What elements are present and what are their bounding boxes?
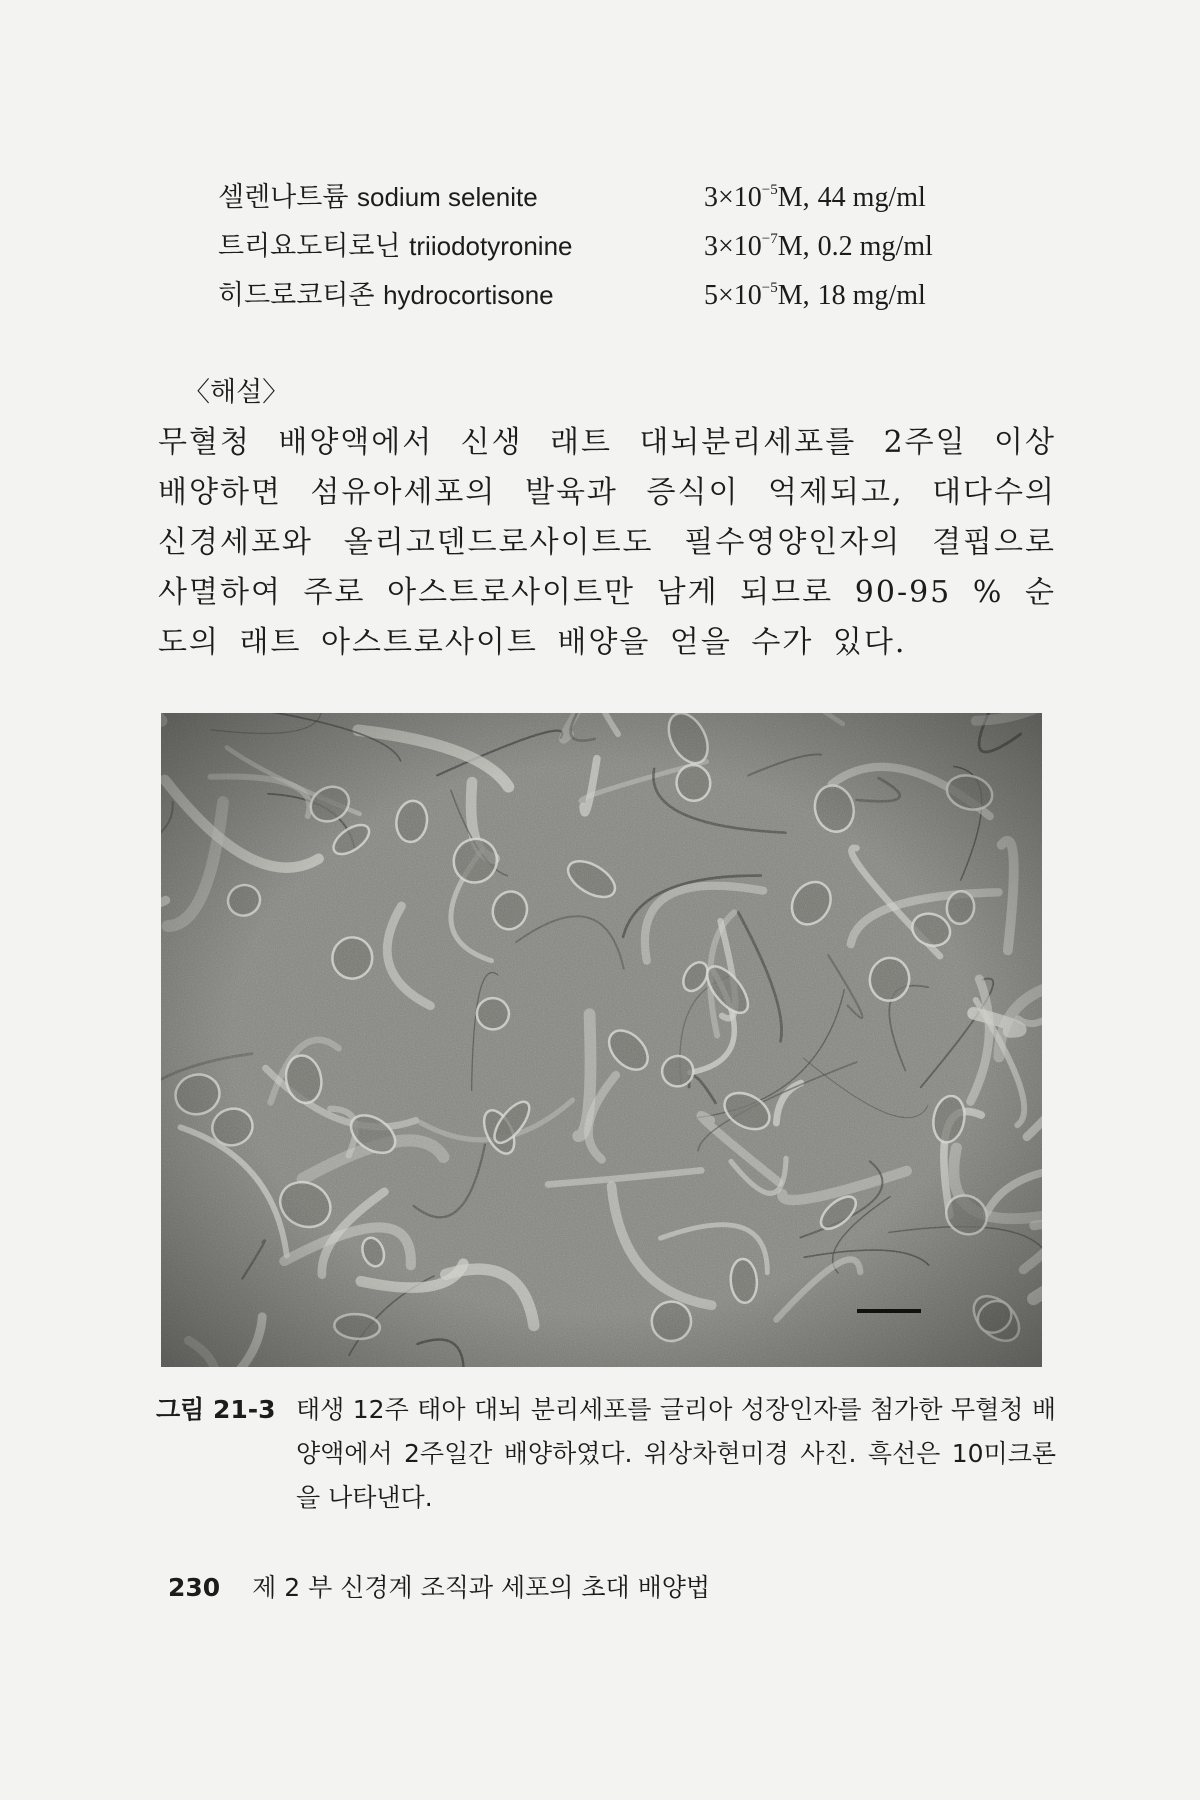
- reagent-row: [218, 173, 1008, 222]
- concentration-coefficient: 3×10: [704, 231, 762, 262]
- reagent-list: [218, 173, 1008, 320]
- micrograph-figure: [161, 713, 1042, 1367]
- concentration-unit: M,: [777, 182, 810, 213]
- concentration-exponent: −5: [761, 182, 778, 198]
- concentration-unit: M,: [777, 231, 810, 262]
- reagent-name-korean: 트리요도티로닌: [218, 231, 401, 262]
- figure-caption-text: 태생 12주 태아 대뇌 분리세포를 글리아 성장인자를 첨가한 무혈청 배양액에서 2주일간 배양하였다. 위상차현미경 사진. 흑선은 10미크론을 나타낸다.: [296, 1395, 1056, 1512]
- reagent-concentration: [704, 271, 1008, 320]
- vignette: [161, 713, 1042, 1367]
- running-title: 제 2 부 신경계 조직과 세포의 초대 배양법: [252, 1573, 711, 1602]
- concentration-exponent: −5: [761, 280, 778, 296]
- reagent-amount: 0.2 mg/ml: [817, 231, 933, 262]
- reagent-row: [218, 271, 1008, 320]
- page-footer: [168, 1568, 710, 1604]
- reagent-name: [218, 271, 554, 320]
- page-number: 230: [168, 1573, 221, 1602]
- commentary-paragraph: 무혈청 배양액에서 신생 래트 대뇌분리세포를 2주일 이상 배양하면 섬유아세포의 발육과 증식이 억제되고, 대다수의 신경세포와 올리고덴드로사이트도 필수영양인자의 결핍으로 사멸하여 주로 아스트로사이트만 남게 되므로 90-95 % 순도의 래트 아스트로사이트 배양을 얻을 수가 있다.: [158, 425, 1056, 660]
- reagent-amount: 44 mg/ml: [817, 182, 926, 213]
- concentration-exponent: −7: [761, 231, 778, 247]
- figure-label: 그림 21-3: [156, 1395, 276, 1424]
- reagent-row: [218, 222, 1008, 271]
- reagent-concentration: [704, 222, 1008, 271]
- concentration-coefficient: 3×10: [704, 182, 762, 213]
- reagent-name-english: triiodotyronine: [409, 231, 573, 261]
- reagent-name: [218, 173, 538, 222]
- reagent-name-english: sodium selenite: [357, 182, 538, 212]
- reagent-name-english: hydrocortisone: [383, 280, 554, 310]
- phase-contrast-micrograph: [161, 713, 1042, 1367]
- concentration-unit: M,: [777, 280, 810, 311]
- reagent-name-korean: 히드로코티존: [218, 280, 375, 311]
- concentration-coefficient: 5×10: [704, 280, 762, 311]
- commentary-heading: 〈해설〉: [183, 377, 290, 408]
- reagent-concentration: [704, 173, 1008, 222]
- reagent-amount: 18 mg/ml: [817, 280, 926, 311]
- reagent-name: [218, 222, 572, 271]
- reagent-name-korean: 셀렌나트륨: [218, 182, 349, 213]
